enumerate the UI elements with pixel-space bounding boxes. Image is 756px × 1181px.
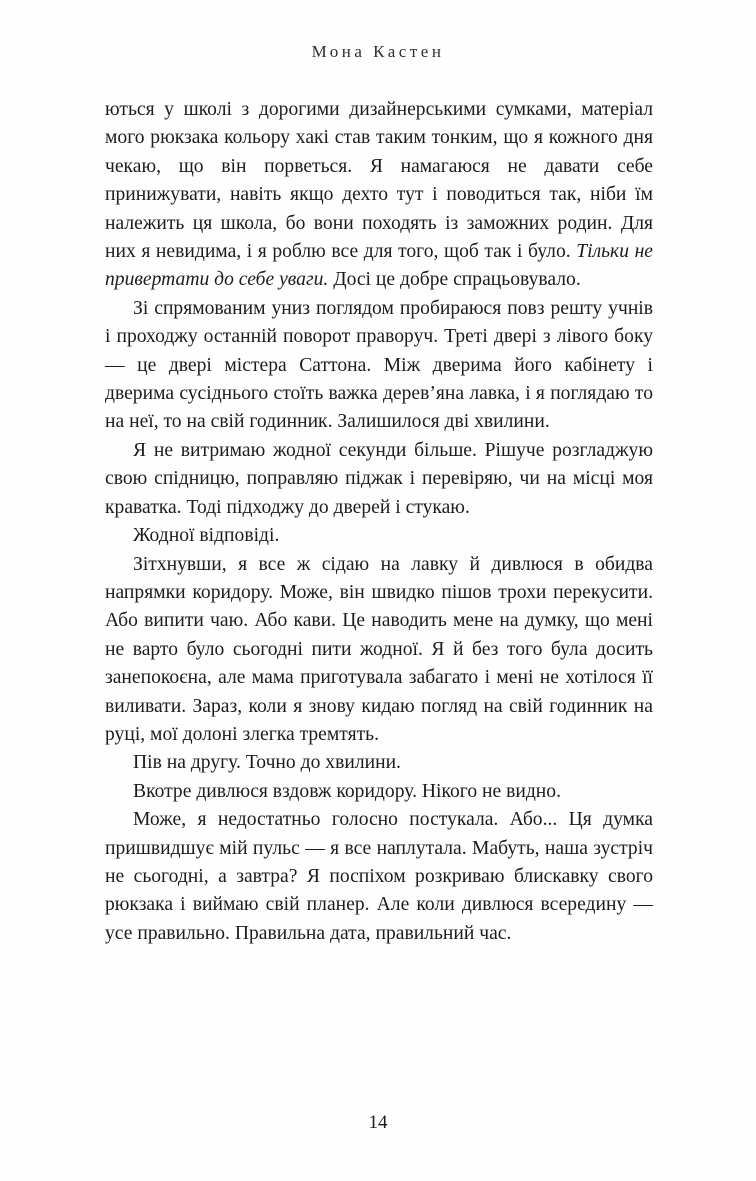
paragraph <box>105 295 653 437</box>
text-segment: Пів на другу. Точно до хвилини. <box>133 752 401 774</box>
paragraph <box>105 437 653 522</box>
italic-text-segment: Тільки не привертати до себе уваги. <box>105 241 653 291</box>
paragraph <box>105 806 653 948</box>
body-text <box>105 96 653 948</box>
text-segment: Я не витримаю жодної секунди більше. Рішуче розгладжую свою спідницю, поправляю піджак і перевіряю, чи на місці моя краватка. Тоді підходжу до дверей і стукаю. <box>105 439 653 518</box>
paragraph <box>105 778 653 806</box>
paragraph <box>105 522 653 550</box>
text-segment: Жодної відповіді. <box>133 525 280 547</box>
text-segment: Може, я недостатньо голосно постукала. Або... Ця думка пришвидшує мій пульс — я все наплутала. Мабуть, наша зустріч не сьогодні, а завтра? Я поспіхом розкриваю блискавку свого рюкзака і виймаю свій планер. Але коли дивлюся всередину — усе правильно. Правильна дата, правильний час. <box>105 809 653 944</box>
running-header: Мона Кастен <box>311 42 445 61</box>
paragraph <box>105 551 653 750</box>
text-segment: Зітхнувши, я все ж сідаю на лавку й дивлюся в обидва напрямки коридору. Може, він швидко пішов трохи перекусити. Або випити чаю. Або кави. Це наводить мене на думку, що мені не варто було сьогодні пити жодної. Я й без того була досить занепокоєна, але мама приготувала забагато і мені не хотілося її виливати. Зараз, коли я знову кидаю погляд на свій годинник на руці, мої долоні злегка тремтять. <box>105 553 653 745</box>
page-number: 14 <box>368 1112 388 1133</box>
text-segment: Досі це добре спрацьовувало. <box>328 269 581 291</box>
paragraph <box>105 749 653 777</box>
text-segment: Вкотре дивлюся вздовж коридору. Нікого не видно. <box>133 780 561 802</box>
text-segment: ються у школі з дорогими дизайнерськими сумками, матеріал мого рюкзака кольору хакі став таким тонким, що я кожного дня чекаю, що він порветься. Я намагаюся не давати себе принижувати, навіть якщо дехто тут і поводиться так, ніби їм належить ця школа, бо вони походять із заможних родин. Для них я невидима, і я роблю все для того, щоб так і було. <box>105 99 653 263</box>
paragraph <box>105 96 653 295</box>
text-segment: Зі спрямованим униз поглядом пробираюся повз решту учнів і проходжу останній поворот праворуч. Треті двері з лівого боку — це двері містера Саттона. Між дверима його кабінету і дверима сусіднього стоїть важка дерев’яна лавка, і я поглядаю то на неї, то на свій годинник. Залишилося дві хвилини. <box>105 297 653 433</box>
